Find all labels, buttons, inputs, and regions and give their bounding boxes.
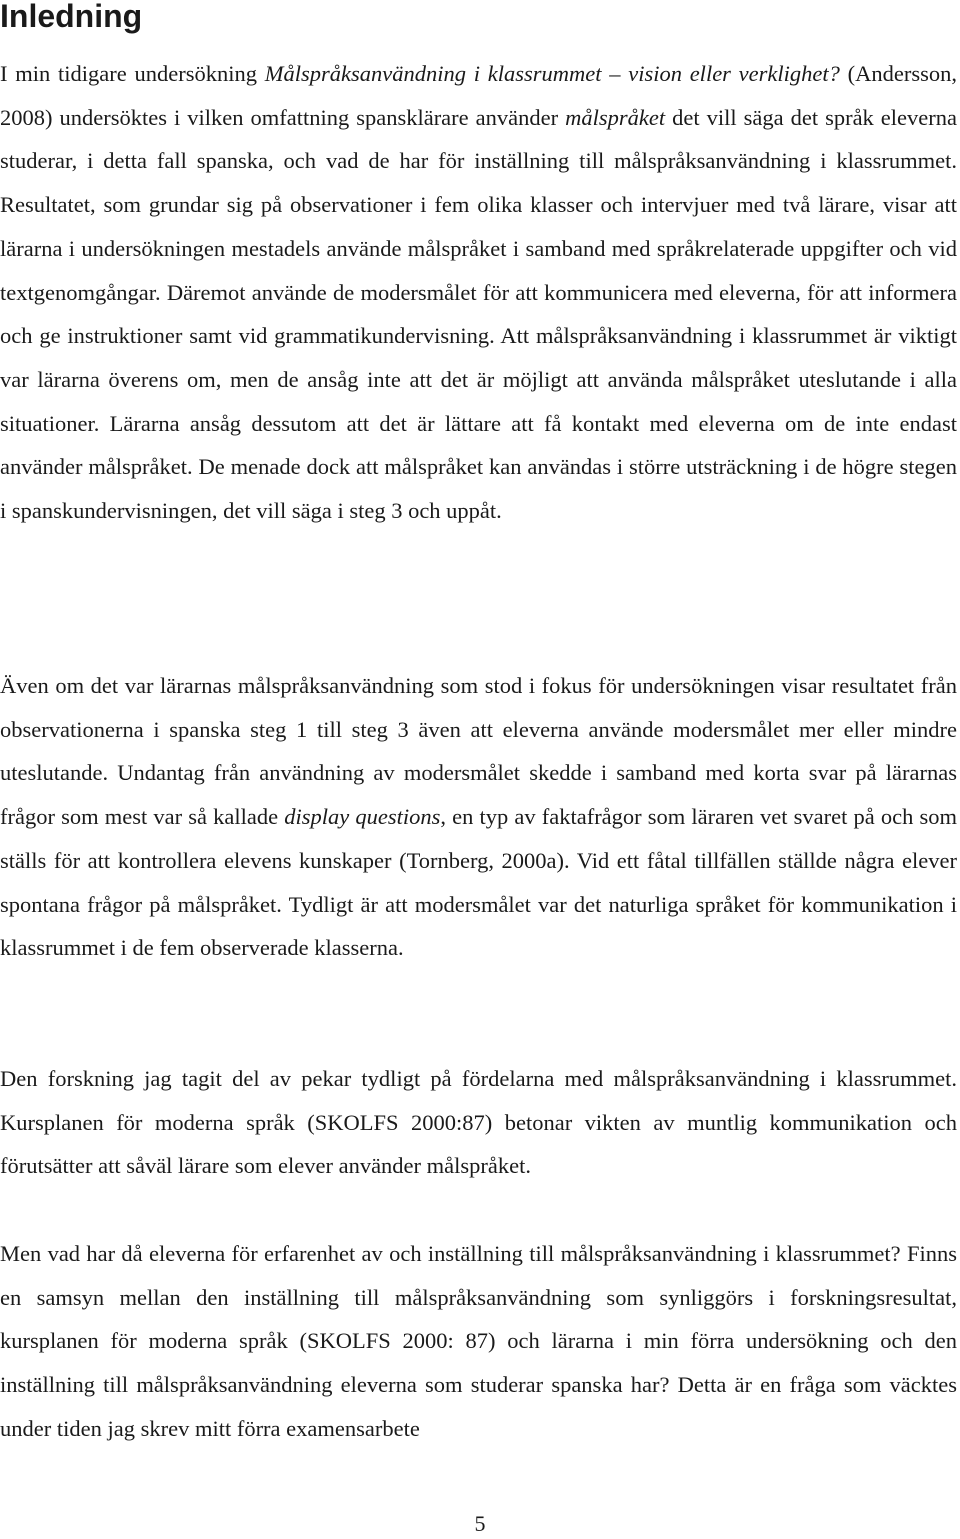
paragraph-2-text-a: Även om det var lärarnas målspråksanvändning som stod i fokus för undersökningen visar resultatet från observationerna i spanska steg 1 till steg 3 även att eleverna använde modersmålet mer eller mindre uteslutande. Undantag från användning av modersmålet skedde i samband med korta svar på lärarnas frågor som mest var så kallade	[0, 673, 957, 830]
paragraph-2-term-italic: display questions	[284, 804, 441, 830]
section-heading: Inledning	[0, 0, 143, 34]
paragraph-1-term-italic: målspråket	[565, 104, 666, 130]
paragraph-1-text-a: (Andersson, 2008) undersöktes i vilken omfattning spansklärare använder	[0, 61, 957, 130]
paragraph-1-text-b: det vill säga det språk eleverna studerar, i detta fall spanska, och vad de har för inställning till målspråksanvändning i klassrummet. Resultatet, som grundar sig på observationer i fem olika klasser och intervjuer med två lärare, visar att lärarna i undersökningen mestadels använde målspråket i samband med språkrelaterade uppgifter och vid textgenomgångar. Däremot använde de modersmålet för att kommunicera med eleverna, för att informera och ge instruktioner samt vid grammatikundervisning. Att målspråksanvändning i klassrummet är viktigt var lärarna överens om, men de ansåg inte att det är möjligt att använda målspråket uteslutande i alla situationer. Lärarna ansåg dessutom att det är lättare att få kontakt med eleverna om de inte endast använder målspråket. De menade dock att målspråket kan användas i större utsträckning i de högre stegen i spanskundervisningen, det vill säga i steg 3 och uppåt.	[0, 104, 958, 524]
paragraph-1-intro: I min tidigare undersökning	[0, 61, 265, 86]
page-number: 5	[474, 1511, 486, 1536]
paragraph-1	[0, 52, 957, 533]
paragraph-2	[0, 664, 957, 970]
paragraph-3: Den forskning jag tagit del av pekar tydligt på fördelarna med målspråksanvändning i klassrummet. Kursplanen för moderna språk (SKOLFS 2000:87) betonar vikten av muntlig kommunikation och förutsätter att såväl lärare som elever använder målspråket.	[0, 1066, 957, 1179]
paragraph-2-text-b: , en typ av faktafrågor som läraren vet svaret på och som ställs för att kontrollera elevens kunskaper (Tornberg, 2000a). Vid ett fåtal tillfällen ställde några elever spontana frågor på målspråket. Tydligt är att modersmålet var det naturliga språket för kommunikation i klassrummet i de fem observerade klasserna.	[0, 804, 957, 961]
paragraph-1-title-italic: Målspråksanvändning i klassrummet – vision eller verklighet?	[264, 61, 840, 86]
paragraph-4: Men vad har då eleverna för erfarenhet av och inställning till målspråksanvändning i klassrummet? Finns en samsyn mellan den inställning till målspråksanvändning som synliggörs i forskningsresultat, kursplanen för moderna språk (SKOLFS 2000: 87) och lärarna i min förra undersökning och den inställning till målspråksanvändning eleverna som studerar spanska har? Detta är en fråga som väcktes under tiden jag skrev mitt förra examensarbete	[0, 1241, 957, 1441]
